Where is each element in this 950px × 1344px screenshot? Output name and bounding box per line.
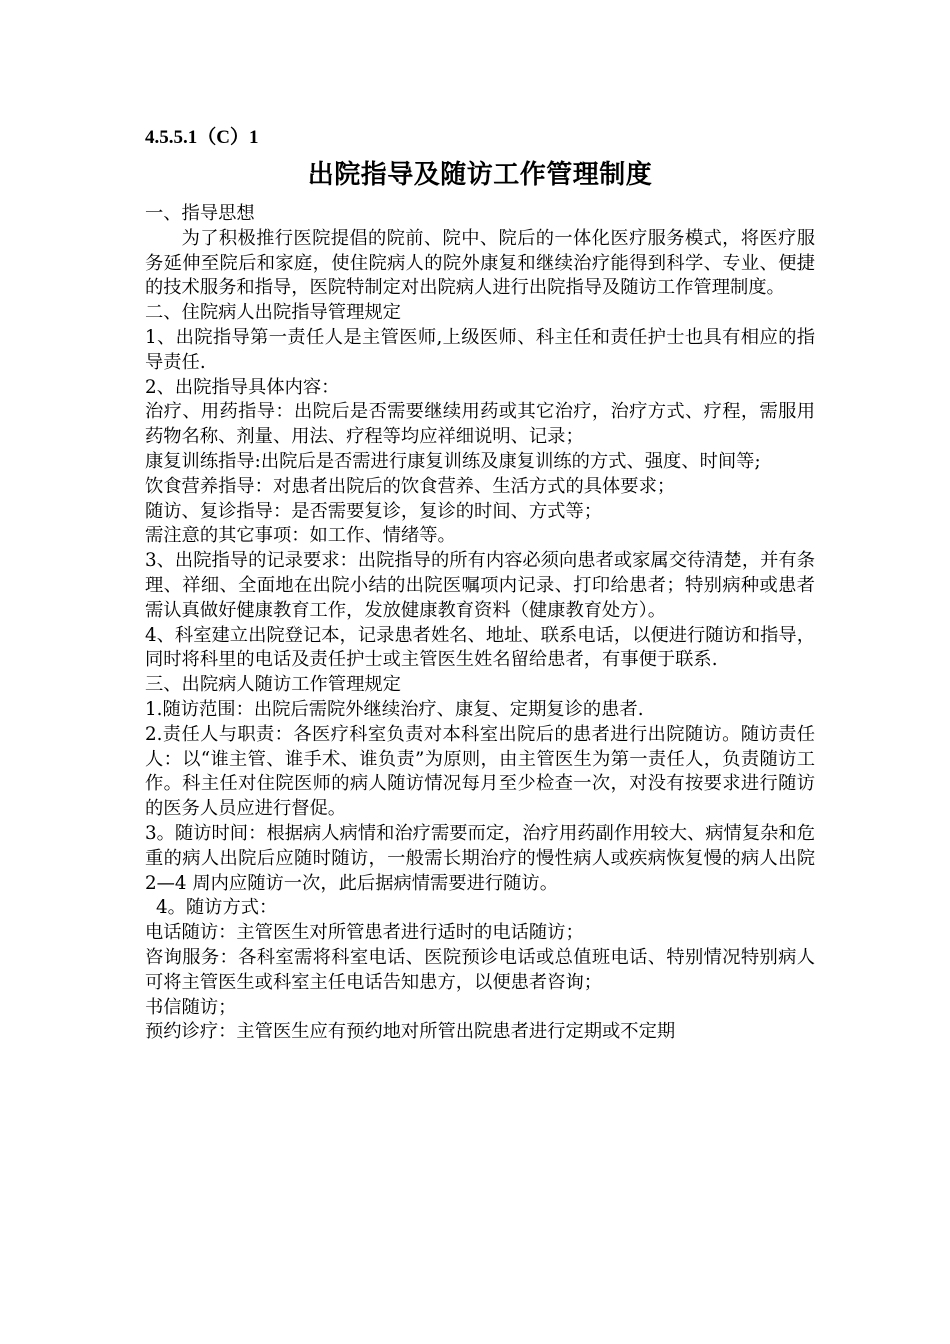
document-title: 出院指导及随访工作管理制度 [307, 160, 653, 190]
body-paragraph: 2.责任人与职责：各医疗科室负责对本科室出院后的患者进行出院随访。随访责任人：以“谁主管、谁手术、谁负责”为原则，由主管医生为第一责任人，负责随访工作。科主任对住院医师的病人随访情况每月至少检查一次，对没有按要求进行随访的医务人员应进行督促。 [145, 723, 815, 820]
body-paragraph: 为了积极推行医院提倡的院前、院中、院后的一体化医疗服务模式，将医疗服务延伸至院后和家庭，使住院病人的院外康复和继续治疗能得到科学、专业、便捷的技术服务和指导，医院特制定对出院病人进行出院指导及随访工作管理制度。 [145, 227, 815, 299]
body-paragraph: 4、科室建立出院登记本，记录患者姓名、地址、联系电话，以便进行随访和指导，同时将科里的电话及责任护士或主管医生姓名留给患者，有事便于联系. [145, 624, 815, 671]
body-paragraph: 三、出院病人随访工作管理规定 [145, 674, 401, 696]
body-paragraph: 康复训练指导:出院后是否需进行康复训练及康复训练的方式、强度、时间等; [145, 450, 761, 472]
body-paragraph: 饮食营养指导：对患者出院后的饮食营养、生活方式的具体要求； [145, 475, 676, 497]
body-paragraph: 咨询服务：各科室需将科室电话、医院预诊电话或总值班电话、特别情况特别病人可将主管医生或科室主任电话告知患方，以便患者咨询； [145, 946, 815, 993]
body-paragraph: 书信随访； [145, 996, 237, 1018]
body-paragraph: 治疗、用药指导：出院后是否需要继续用药或其它治疗，治疗方式、疗程，需服用药物名称、剂量、用法、疗程等均应祥细说明、记录； [145, 401, 815, 448]
body-paragraph: 3、出院指导的记录要求：出院指导的所有内容必须向患者或家属交待清楚，并有条理、祥细、全面地在出院小结的出院医嘱项内记录、打印给患者；特别病种或患者需认真做好健康教育工作，发放健康教育资料（健康教育处方）。 [145, 550, 815, 621]
body-paragraph: 一、指导思想 [145, 203, 255, 224]
body-paragraph: 电话随访：主管医生对所管患者进行适时的电话随访； [145, 922, 584, 944]
body-paragraph: 1、出院指导第一责任人是主管医师,上级医师、科主任和责任护士也具有相应的指导责任. [145, 326, 815, 373]
body-paragraph: 预约诊疗：主管医生应有预约地对所管出院患者进行定期或不定期 [145, 1021, 676, 1043]
body-paragraph: 需注意的其它事项：如工作、情绪等。 [145, 525, 456, 547]
document-body [145, 202, 815, 1045]
body-paragraph: 二、住院病人出院指导管理规定 [145, 302, 401, 324]
body-paragraph: 1.随访范围：出院后需院外继续治疗、康复、定期复诊的患者. [145, 698, 644, 720]
document-page [145, 124, 815, 1045]
body-paragraph: 随访、复诊指导：是否需要复诊，复诊的时间、方式等； [145, 500, 603, 522]
document-code: 4.5.5.1（C）1 [145, 127, 259, 148]
body-paragraph: 3。随访时间：根据病人病情和治疗需要而定，治疗用药副作用较大、病情复杂和危重的病人出院后应随时随访，一般需长期治疗的慢性病人或疾病恢复慢的病人出院 2—4 周内应随访一次，此后据病情需要进行随访。 [145, 822, 815, 894]
body-paragraph: 4。随访方式： [155, 897, 278, 919]
body-paragraph: 2、出院指导具体内容： [145, 376, 340, 398]
